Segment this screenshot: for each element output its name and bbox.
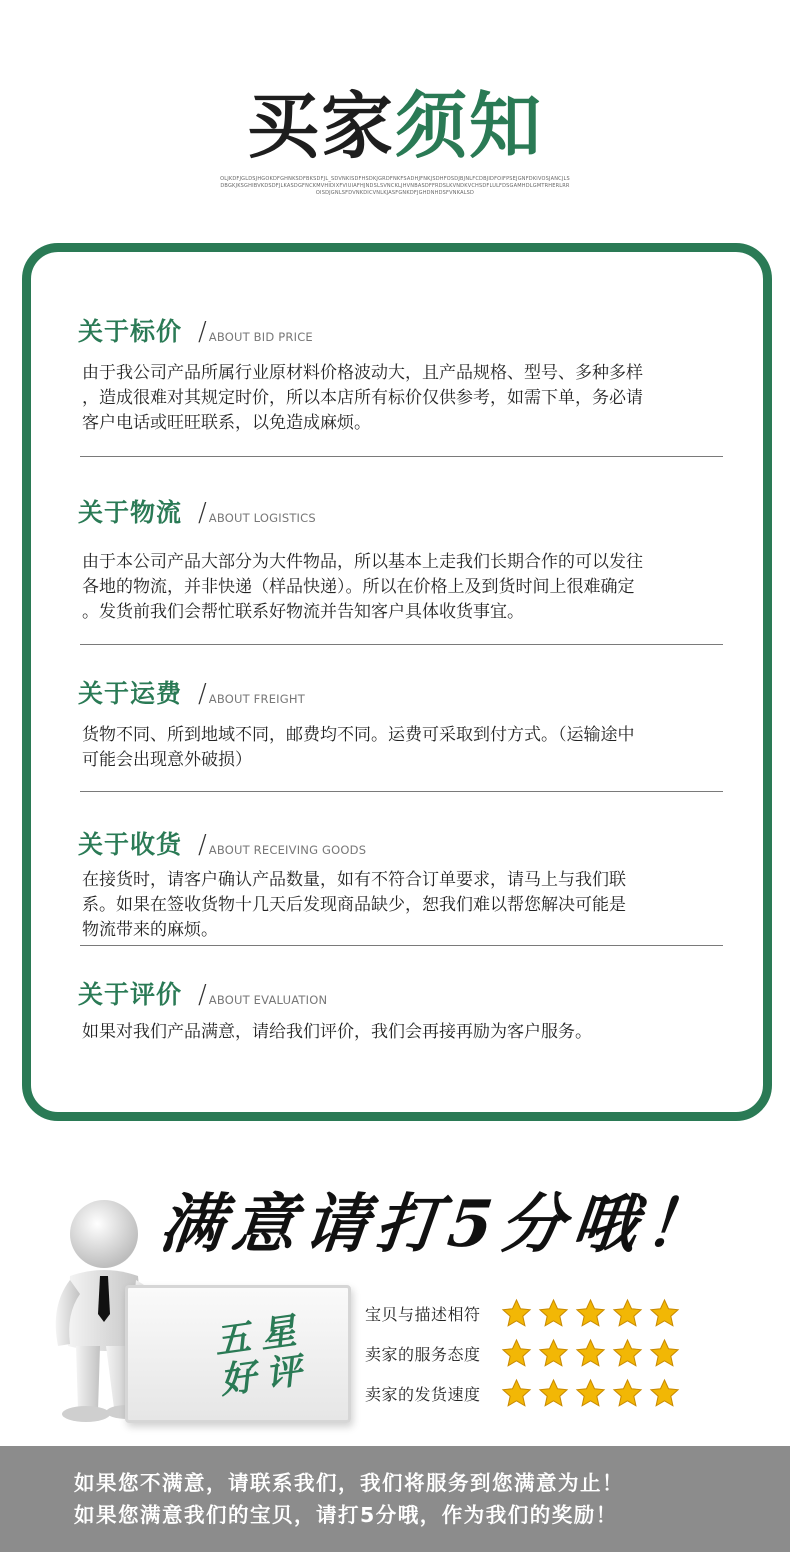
section-bid-price	[78, 311, 723, 436]
rating-row-shipping	[365, 1375, 680, 1411]
star-icon	[649, 1298, 680, 1329]
section-header	[78, 974, 723, 1010]
star-icon	[501, 1378, 532, 1409]
section-body: 由于我公司产品所属行业原材料价格波动大，且产品规格、型号、多种多样 ，造成很难对其规定时价，所以本店所有标价仅供参考，如需下单，务必请 客户电话或旺旺联系，以免造成麻烦。	[82, 363, 643, 433]
section-slash: /	[198, 317, 207, 347]
divider	[80, 644, 723, 645]
star-icon	[538, 1298, 569, 1329]
stamp-char: 星	[257, 1309, 299, 1357]
five-star-stamp	[202, 1300, 315, 1413]
star-icon	[575, 1338, 606, 1369]
section-subtitle-en: ABOUT LOGISTICS	[208, 511, 316, 525]
section-body: 如果对我们产品满意，请给我们评价，我们会再接再励为客户服务。	[82, 1022, 592, 1042]
stamp-char: 评	[262, 1349, 305, 1396]
section-receiving	[78, 824, 723, 943]
star-icon	[501, 1338, 532, 1369]
star-group	[501, 1338, 680, 1369]
star-icon	[575, 1298, 606, 1329]
rating-slogan: 满意请打5分哦！	[156, 1187, 721, 1262]
divider	[80, 945, 723, 946]
page-title-green: 须知	[395, 84, 544, 168]
section-title: 关于运费	[78, 679, 183, 708]
star-icon	[649, 1338, 680, 1369]
page-title-dark: 买家	[246, 84, 395, 168]
section-freight	[78, 673, 723, 773]
section-logistics	[78, 492, 723, 625]
section-body: 货物不同、所到地域不同，邮费均不同。运费可采取到付方式。（运输途中 可能会出现意外破损）	[82, 725, 635, 770]
rating-row-service	[365, 1335, 680, 1371]
star-group	[501, 1298, 680, 1329]
star-icon	[612, 1298, 643, 1329]
section-slash: /	[198, 498, 207, 528]
section-slash: /	[198, 830, 207, 860]
star-icon	[612, 1338, 643, 1369]
stamp-char: 好	[217, 1355, 259, 1403]
rating-row-description	[365, 1295, 680, 1331]
section-subtitle-en: ABOUT RECEIVING GOODS	[208, 843, 367, 857]
section-header	[78, 311, 723, 347]
section-slash: /	[198, 679, 207, 709]
section-slash: /	[198, 980, 207, 1010]
stamp-char: 五	[211, 1316, 254, 1363]
rating-label: 宝贝与描述相符	[365, 1304, 481, 1324]
section-title: 关于标价	[78, 317, 183, 346]
header-fine-print: OLJKDFJGLDSJHGOKDFGHNKSDFBKSDFJL_SDVNKISDFHSDKJGRDFNKFSADHJFNKJSDHFOSDJBJNLFCDBJIDFOIFPSEJGNFDKIVOSJANCJLSDBGKJKSGHIBVKDSDFJLKASDGFNCKMVHIDIXFVIUIAFHJNDSLSVNCKLJHVNBASDFFRDSLKVNDKVCHSDFLULFDSGAMHDLGMTRHERLRROISDJGNLSFDVNKDICVNLKJASFGNKDFJGHDNHDSFVNKALSD	[220, 176, 570, 196]
star-icon	[501, 1298, 532, 1329]
star-group	[501, 1378, 680, 1409]
footer-line-1: 如果您不满意，请联系我们，我们将服务到您满意为止！	[74, 1471, 624, 1495]
star-icon	[575, 1378, 606, 1409]
star-icon	[538, 1338, 569, 1369]
section-title: 关于物流	[78, 498, 183, 527]
section-title: 关于评价	[78, 980, 183, 1009]
section-title: 关于收货	[78, 830, 183, 859]
divider	[80, 791, 723, 792]
section-header	[78, 673, 723, 709]
section-header	[78, 492, 723, 528]
star-icon	[649, 1378, 680, 1409]
rating-board	[125, 1285, 351, 1423]
star-icon	[612, 1378, 643, 1409]
section-subtitle-en: ABOUT EVALUATION	[208, 993, 328, 1007]
footer-banner	[0, 1446, 790, 1552]
section-evaluation	[78, 974, 723, 1045]
rating-label: 卖家的服务态度	[365, 1344, 481, 1364]
section-subtitle-en: ABOUT FREIGHT	[208, 692, 305, 706]
section-body: 由于本公司产品大部分为大件物品，所以基本上走我们长期合作的可以发往 各地的物流，并非快递（样品快递）。所以在价格上及到货时间上很难确定 。发货前我们会帮忙联系好物流并告知客户具体收货事宜。	[82, 552, 643, 622]
rating-label: 卖家的发货速度	[365, 1384, 481, 1404]
section-subtitle-en: ABOUT BID PRICE	[208, 330, 313, 344]
page-title	[0, 78, 790, 174]
divider	[80, 456, 723, 457]
star-icon	[538, 1378, 569, 1409]
footer-line-2: 如果您满意我们的宝贝，请打5分哦，作为我们的奖励！	[74, 1503, 618, 1527]
section-body: 在接货时，请客户确认产品数量，如有不符合订单要求，请马上与我们联 系。如果在签收货物十几天后发现商品缺少，恕我们难以帮您解决可能是 物流带来的麻烦。	[82, 870, 626, 940]
section-header	[78, 824, 723, 860]
